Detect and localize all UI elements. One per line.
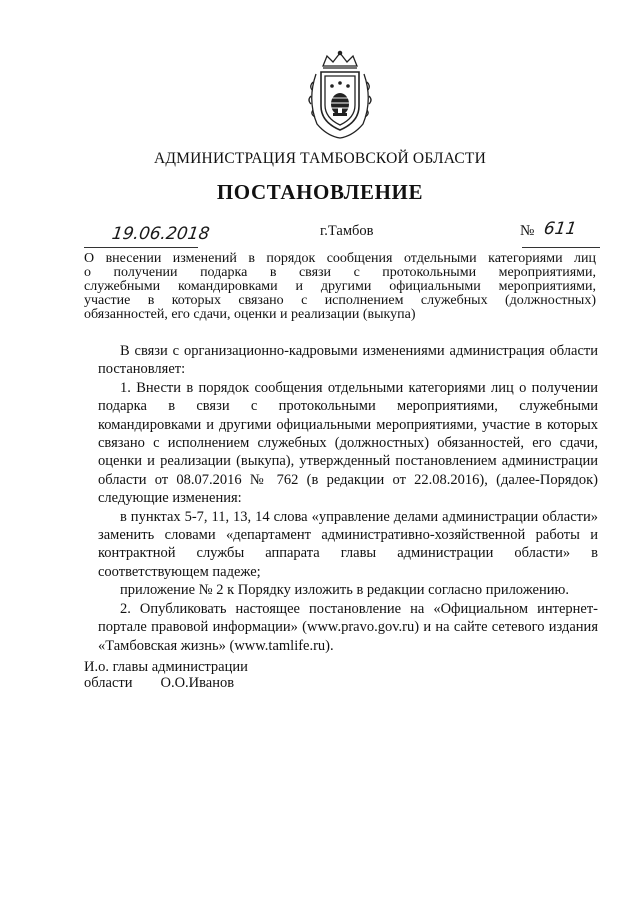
signatory-name: О.О.Иванов	[160, 675, 235, 691]
organization-name: АДМИНИСТРАЦИЯ ТАМБОВСКОЙ ОБЛАСТИ	[154, 150, 486, 167]
number-label: №	[520, 223, 535, 239]
document-city: г.Тамбов	[320, 223, 374, 239]
item-1a-paragraph: в пунктах 5-7, 11, 13, 14 слова «управление делами администрации области» заменить словами «департамент административно-хозяйственной работы и контрактной службы аппарата главы администрации области» в соответствующем падеже;	[98, 508, 598, 580]
title-line: обязанностей, его сдачи, оценки и реализации (выкупа)	[84, 307, 416, 322]
document-title	[84, 252, 596, 322]
title-line: О внесении изменений в порядок сообщения отдельными категориями лиц	[84, 251, 596, 266]
document-number: 611	[542, 219, 578, 239]
title-line: участие в которых связано с исполнением служебных (должностных)	[84, 293, 596, 308]
title-line: о получении подарка в связи с протокольными мероприятиями,	[84, 265, 596, 280]
preamble-paragraph: В связи с организационно-кадровыми изменениями администрация области постановляет:	[98, 343, 598, 378]
item-1-paragraph: 1. Внести в порядок сообщения отдельными категориями лиц о получении подарка в связи с протокольными мероприятиями, служебными командировками и другими официальными мероприятиями, участие в которых связано с исполнением служебных (должностных) обязанностей, его сдачи, оценки и реализации (выкупа), утвержденный постановлением администрации области от 08.07.2016 № 762 (в редакции от 22.08.2016), (далее-Порядок) следующие изменения:	[98, 379, 598, 507]
signatory-position-line2: области	[84, 675, 133, 691]
document-body	[98, 342, 598, 655]
item-2-paragraph: 2. Опубликовать настоящее постановление на «Официальном интернет-портале правовой информации» (www.pravo.gov.ru) и на сайте сетевого издания «Тамбовская жизнь» (www.tamlife.ru).	[98, 600, 598, 654]
number-underline	[522, 247, 600, 248]
signatory-position: И.о. главы администрации	[84, 659, 248, 675]
document-date: 19.06.2018	[110, 224, 211, 244]
item-1b-paragraph: приложение № 2 к Порядку изложить в редакции согласно приложению.	[120, 582, 569, 599]
signature-block	[84, 659, 248, 691]
title-line: служебными командировками и другими официальными мероприятиями,	[84, 279, 596, 294]
coat-of-arms-icon	[301, 50, 379, 140]
document-type-heading: ПОСТАНОВЛЕНИЕ	[216, 180, 424, 204]
date-underline	[84, 247, 198, 248]
